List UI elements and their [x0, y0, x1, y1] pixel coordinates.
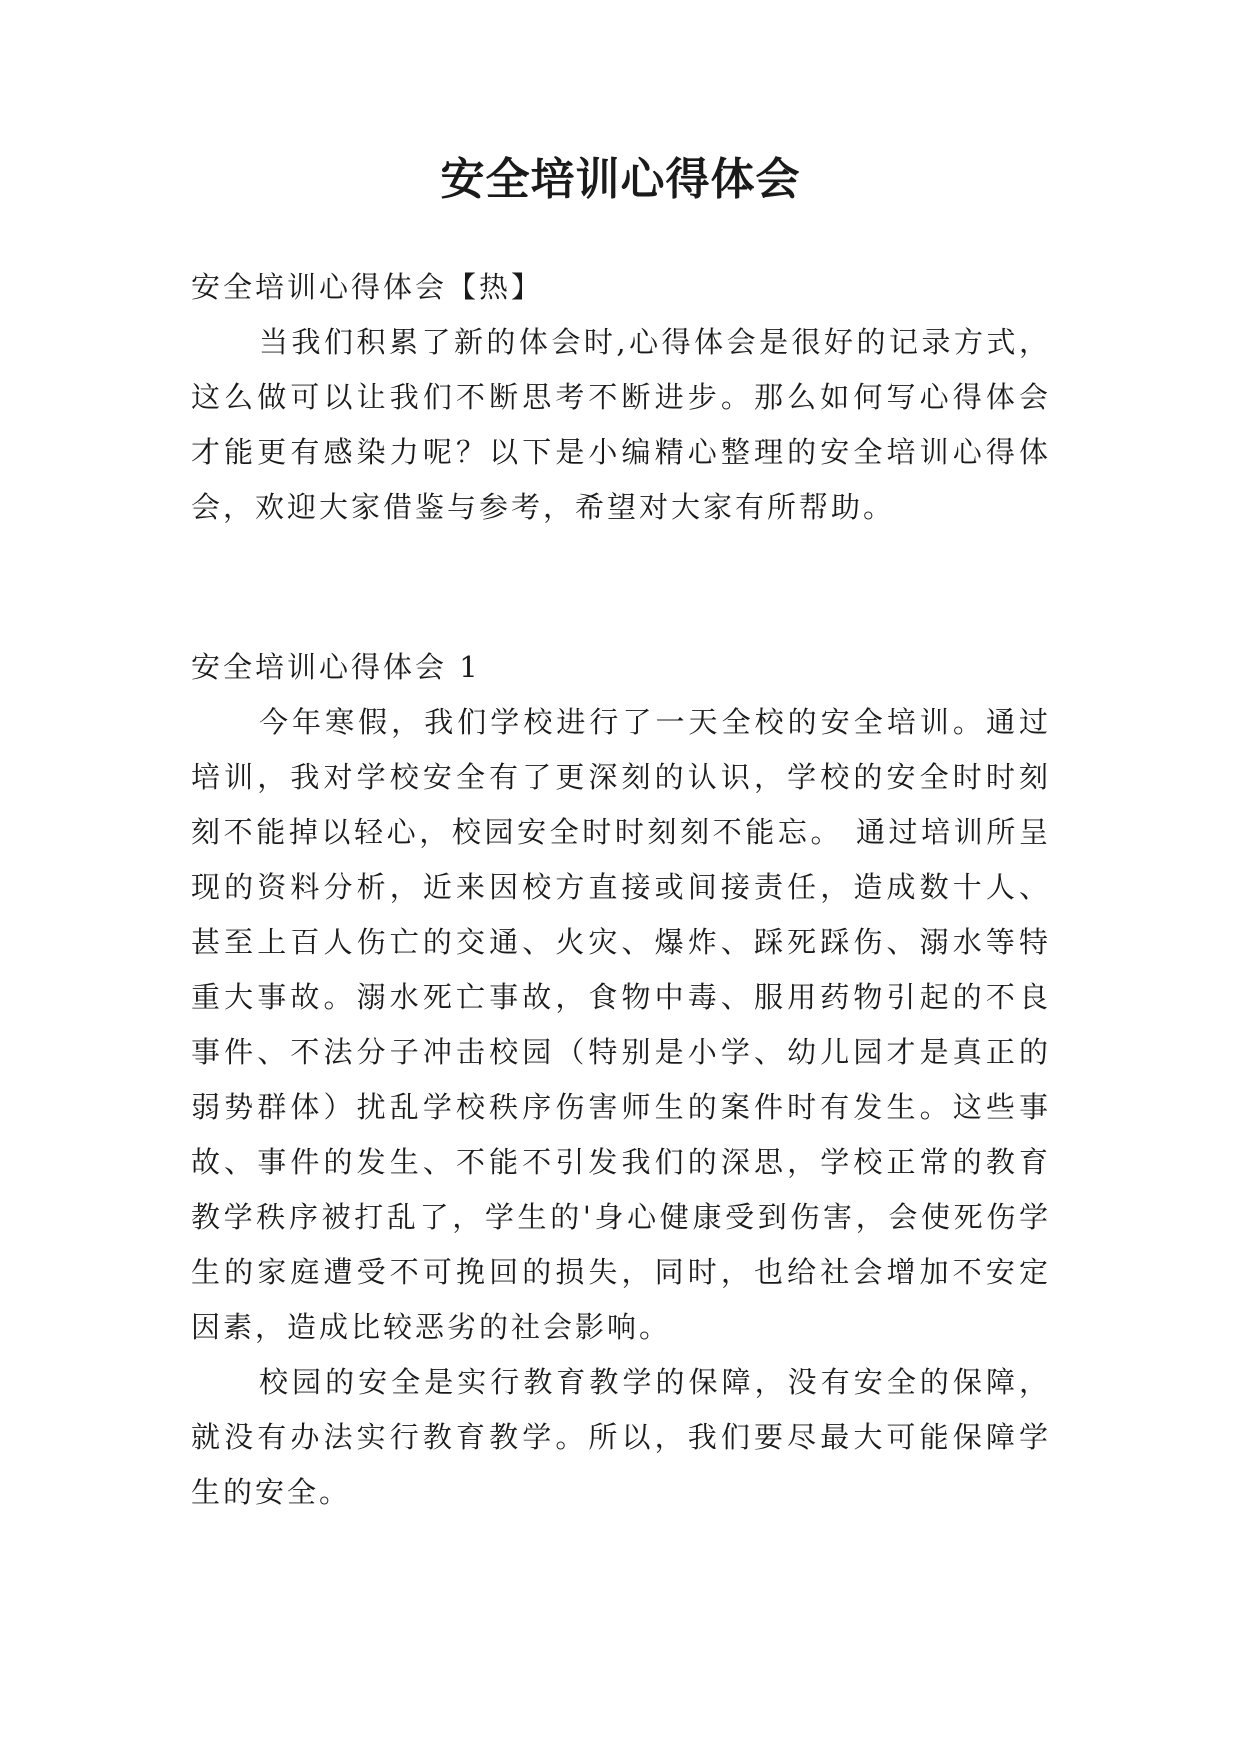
intro-section — [191, 260, 1051, 535]
document-title: 安全培训心得体会 — [440, 154, 801, 205]
section-1 — [191, 640, 1051, 1520]
intro-heading: 安全培训心得体会【热】 — [191, 270, 544, 304]
section-1-heading: 安全培训心得体会 1 — [191, 650, 481, 684]
section-1-paragraph-1: 今年寒假，我们学校进行了一天全校的安全培训。通过培训，我对学校安全有了更深刻的认识，学校的安全时时刻刻不能掉以轻心，校园安全时时刻刻不能忘。 通过培训所呈现的资料分析，近来因校方直接或间接责任，造成数十人、甚至上百人伤亡的交通、火灾、爆炸、踩死踩伤、溺水等特重大事故。溺水死亡事故，食物中毒、服用药物引起的不良事件、不法分子冲击校园（特别是小学、幼儿园才是真正的弱势群体）扰乱学校秩序伤害师生的案件时有发生。这些事故、事件的发生、不能不引发我们的深思，学校正常的教育教学秩序被打乱了，学生的'身心健康受到伤害，会使死伤学生的家庭遭受不可挽回的损失，同时，也给社会增加不安定因素，造成比较恶劣的社会影响。 — [191, 705, 1051, 1344]
section-1-paragraph-2: 校园的安全是实行教育教学的保障，没有安全的保障，就没有办法实行教育教学。所以，我们要尽最大可能保障学生的安全。 — [191, 1365, 1051, 1509]
intro-paragraph: 当我们积累了新的体会时,心得体会是很好的记录方式，这么做可以让我们不断思考不断进步。那么如何写心得体会才能更有感染力呢？以下是小编精心整理的安全培训心得体会，欢迎大家借鉴与参考，希望对大家有所帮助。 — [191, 325, 1051, 524]
